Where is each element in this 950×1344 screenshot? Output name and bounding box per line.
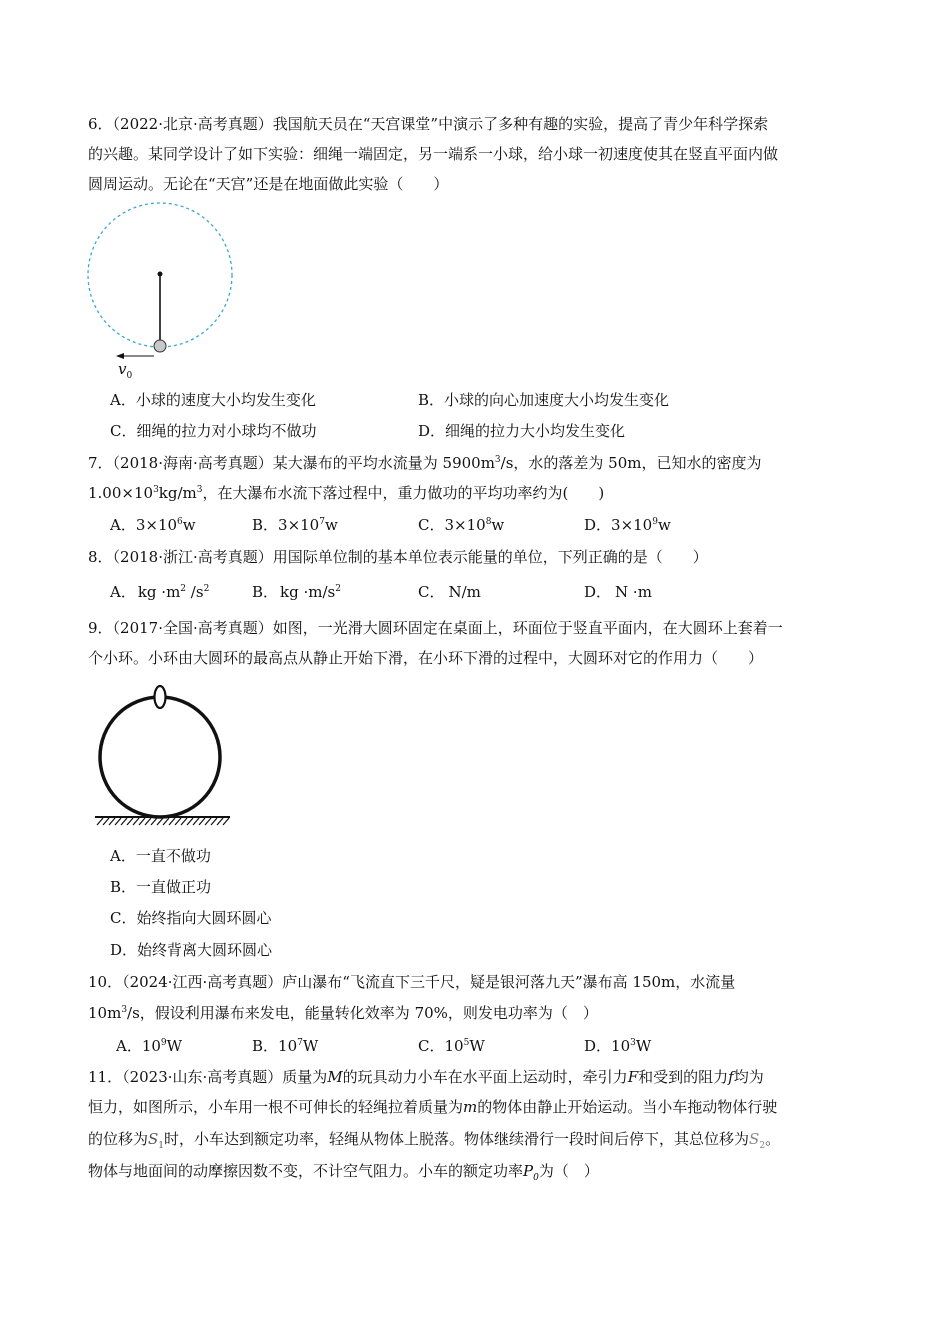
q8-d-label: D． [584,583,612,601]
q6-option-b: B．小球的向心加速度大小均发生变化 [418,391,670,409]
q7-option-b [252,518,338,533]
q8-b-label: B． [252,583,279,601]
q11-line-3-c: 。 [765,1130,781,1148]
q7-b-post: w [324,516,338,534]
q11-line-1 [88,1070,764,1085]
q8-c-label: C． [418,583,445,601]
q8-b-pre: kg ·m/s [280,583,336,601]
q11-line-4 [88,1164,599,1183]
q9-line-1: 9．（2017·全国·高考真题）如图，一光滑大圆环固定在桌面上，环面位于竖直平面内，在大圆环上套着一 [88,619,783,637]
q10-b-pre: B．10 [252,1037,298,1055]
q10-a-post: W [166,1037,183,1055]
large-ring [100,697,220,817]
q9-option-d: D．始终背离大圆环圆心 [110,941,273,959]
q7-line-2-mid: kg/m [158,484,197,502]
q7-c-sup: 8 [485,517,492,527]
q9-option-a: A．一直不做功 [110,847,211,865]
q9-option-c: C．始终指向大圆环圆心 [110,909,272,927]
q10-d-pre: D．10 [584,1037,631,1055]
q10-option-d [584,1039,651,1054]
q8-c-text: N/m [448,583,481,601]
velocity-symbol: v [118,360,127,378]
q10-d-sup: 3 [630,1038,636,1048]
q10-c-post: W [469,1037,485,1055]
q11-line-1-a: 11．（2023·山东·高考真题）质量为 [88,1068,328,1086]
velocity-label [118,362,132,381]
q8-d-text: N ·m [615,583,652,601]
q7-b-sup: 7 [319,517,325,527]
q8-option-b [252,585,341,600]
q11-symbol-M: M [327,1068,343,1086]
q7-a-pre: A．3×10 [110,516,178,534]
q7-line-1-post: /s，水的落差为 50m，已知水的密度为 [500,454,762,472]
q7-b-pre: B．3×10 [252,516,320,534]
q6-option-a: A．小球的速度大小均发生变化 [110,391,316,409]
q7-c-post: w [491,516,505,534]
q7-d-post: w [657,516,671,534]
q8-b-sup: 2 [335,584,341,594]
q8-a-sup2: 2 [203,584,210,594]
q7-c-pre: C．3×10 [418,516,486,534]
q11-line-3 [88,1132,780,1151]
q11-symbol-P-sub: 0 [533,1173,539,1183]
q11-line-3-b: 时，小车达到额定功率，轻绳从物体上脱落。物体继续滑行一段时间后停下，其总位移为 [164,1130,750,1148]
q8-option-c [418,585,481,600]
q11-symbol-m: m [463,1098,478,1116]
q7-a-sup: 6 [177,517,183,527]
q8-a-pre: kg ·m [137,583,181,601]
q9-ring-figure [95,684,235,830]
q10-line-2 [88,1006,598,1021]
q10-a-pre: A．10 [116,1037,161,1055]
q10-option-c [418,1039,485,1054]
q10-line-2-sup: 3 [121,1005,128,1015]
q11-line-1-d: 均为 [733,1068,764,1086]
q7-option-d [584,518,671,533]
q8-a-mid: /s [186,583,204,601]
q10-line-2-post: /s，假设利用瀑布来发电，能量转化效率为 70%，则发电功率为（ ） [127,1004,598,1022]
q11-line-3-a: 的位移为 [88,1130,149,1148]
q6-line-1: 6．（2022·北京·高考真题）我国航天员在“天宫课堂”中演示了多种有趣的实验，提高了青少年科学探索 [88,115,769,133]
q11-line-2 [88,1100,777,1115]
q11-line-1-b: 的玩具动力小车在水平面上运动时，牵引力 [342,1068,628,1086]
q8-a-label: A． [110,583,136,601]
q6-line-2: 的兴趣。某同学设计了如下实验：细绳一端固定，另一端系一小球，给小球一初速度使其在竖直平面内做 [88,145,779,163]
q7-option-a [110,518,196,533]
q10-d-post: W [635,1037,652,1055]
q8-option-d [584,585,652,600]
q11-symbol-P: P [523,1162,534,1180]
q6-option-c: C．细绳的拉力对小球均不做功 [110,422,317,440]
q10-b-sup: 7 [297,1038,303,1048]
q11-symbol-F: F [627,1068,639,1086]
q11-line-2-b: 的物体由静止开始运动。当小车拖动物体行驶 [477,1098,778,1116]
q7-line-2-sup2: 3 [196,485,203,495]
q7-line-1-sup: 3 [494,455,501,465]
q10-c-pre: C．10 [418,1037,464,1055]
q7-line-2-post: ，在大瀑布水流下落过程中，重力做功的平均功率约为( ) [202,484,605,502]
q7-line-2-sup1: 3 [153,485,159,495]
q7-line-2 [88,486,604,501]
q8-line-1: 8．（2018·浙江·高考真题）用国际单位制的基本单位表示能量的单位，下列正确的是（ ） [88,548,708,566]
velocity-subscript: 0 [126,371,133,381]
q7-line-1 [88,456,762,471]
q11-symbol-S2: S [749,1130,760,1148]
q9-option-b: B．一直做正功 [110,878,212,896]
q6-circle-figure [82,198,242,378]
ball [154,340,166,352]
q11-symbol-f: f [728,1068,734,1086]
q7-option-c [418,518,504,533]
q11-line-4-a: 物体与地面间的动摩擦因数不变，不计空气阻力。小车的额定功率 [88,1162,524,1180]
q6-option-d: D．细绳的拉力大小均发生变化 [418,422,626,440]
q11-line-2-a: 恒力，如图所示，小车用一根不可伸长的轻绳拉着质量为 [88,1098,464,1116]
q11-symbol-S1: S [148,1130,159,1148]
q7-d-sup: 9 [652,517,658,527]
q7-line-2-pre: 1.00×10 [88,484,154,502]
small-ring [155,686,166,708]
velocity-arrow-head [116,353,124,359]
q11-symbol-S1-sub: 1 [158,1141,165,1151]
q7-a-post: w [182,516,196,534]
q7-d-pre: D．3×10 [584,516,653,534]
q10-line-1: 10．（2024·江西·高考真题）庐山瀑布“飞流直下三千尺，疑是银河落九天”瀑布高 150m，水流量 [88,973,736,991]
q8-a-sup1: 2 [180,584,187,594]
tabletop-hatching [97,818,229,825]
q9-line-2: 个小环。小环由大圆环的最高点从静止开始下滑，在小环下滑的过程中，大圆环对它的作用力（ ） [88,649,764,667]
q8-option-a [110,585,209,600]
q10-option-a [116,1039,182,1054]
q10-b-post: W [302,1037,319,1055]
q10-line-2-pre: 10m [88,1004,122,1022]
q6-line-3: 圆周运动。无论在“天宫”还是在地面做此实验（ ） [88,175,449,193]
q11-line-4-b: 为（ ） [538,1162,599,1180]
q7-line-1-pre: 7．（2018·海南·高考真题）某大瀑布的平均水流量为 5900m [88,454,495,472]
q10-a-sup: 9 [160,1038,167,1048]
q11-line-1-c: 和受到的阻力 [638,1068,729,1086]
q10-c-sup: 5 [463,1038,470,1048]
q11-symbol-S2-sub: 2 [759,1141,766,1151]
q10-option-b [252,1039,318,1054]
